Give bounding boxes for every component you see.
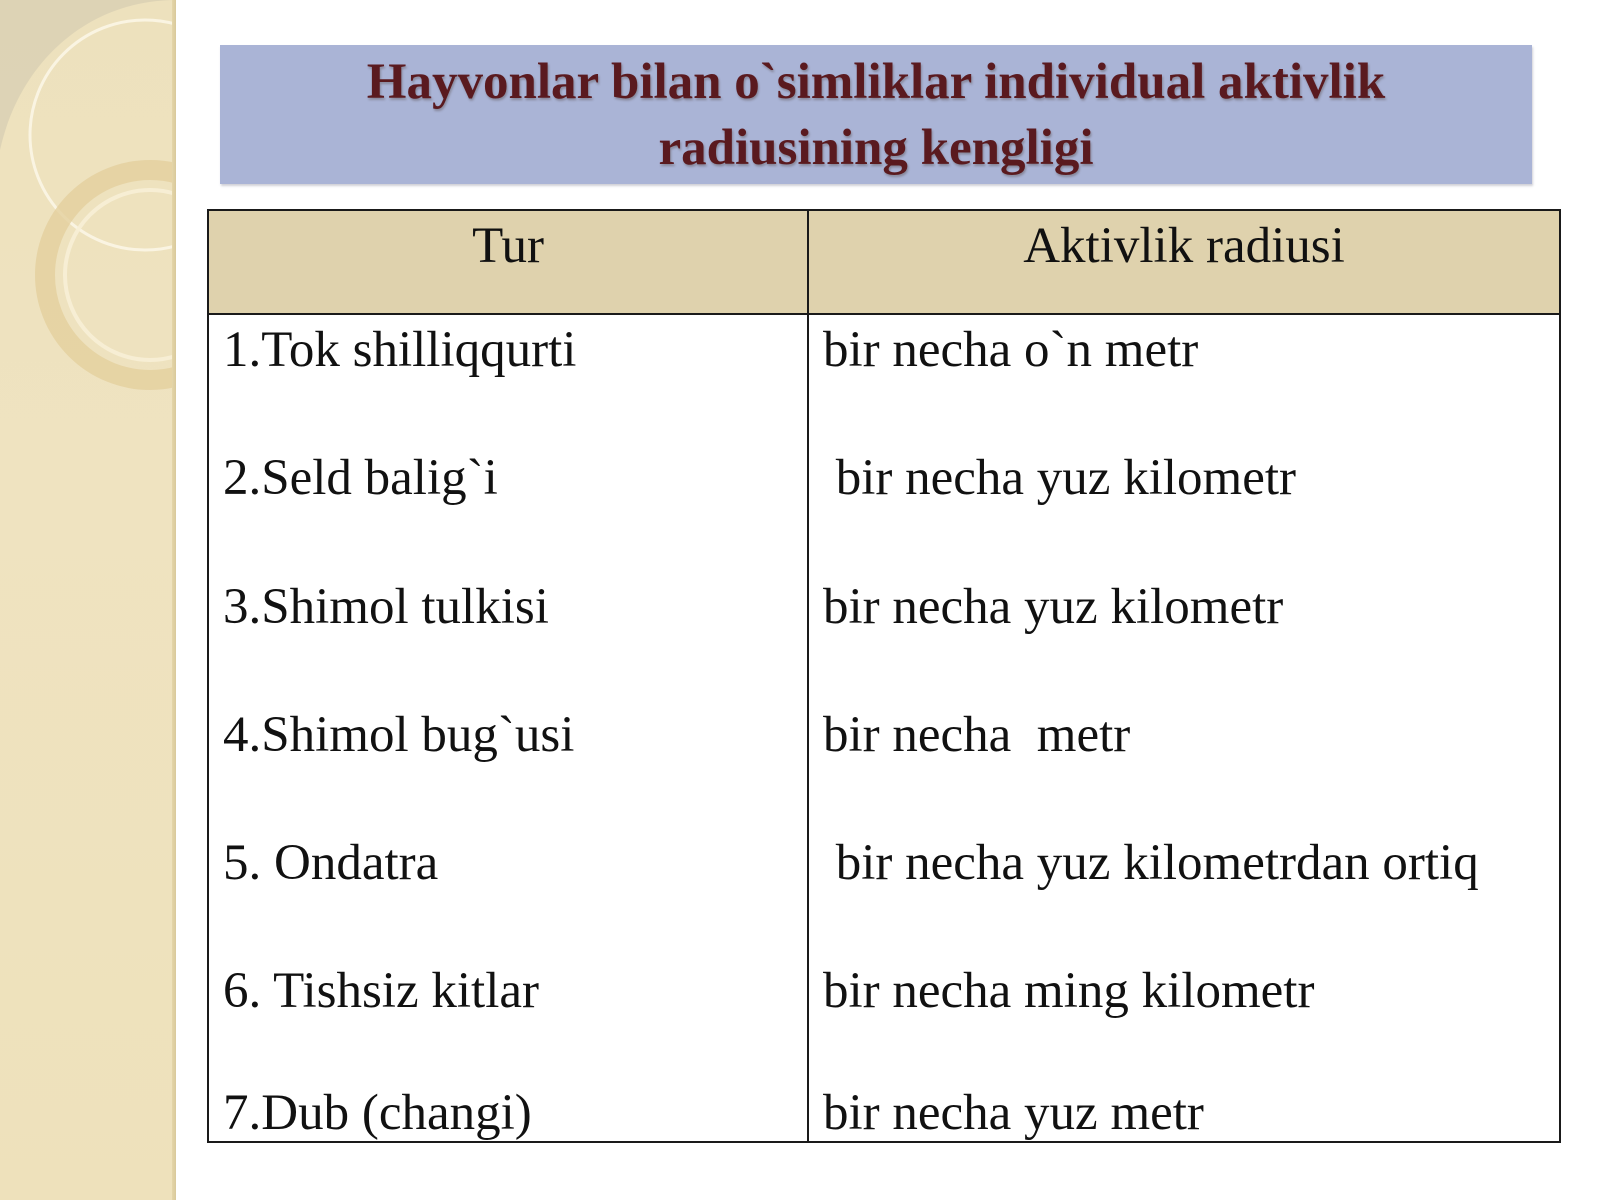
species-cell: 2.Seld balig`i <box>208 443 808 571</box>
table-header-row <box>208 210 1560 314</box>
species-cell: 7.Dub (changi) <box>208 1085 808 1142</box>
species-cell: 1.Tok shilliqqurti <box>208 314 808 443</box>
table-row <box>208 828 1560 956</box>
species-cell: 4.Shimol bug`usi <box>208 700 808 828</box>
species-cell: 6. Tishsiz kitlar <box>208 956 808 1084</box>
radius-cell: bir necha metr <box>808 700 1560 828</box>
radius-cell: bir necha o`n metr <box>808 314 1560 443</box>
radius-cell: bir necha yuz kilometrdan ortiq <box>808 828 1560 956</box>
activity-radius-table <box>207 209 1561 1143</box>
radius-cell: bir necha yuz metr <box>808 1085 1560 1142</box>
table-row <box>208 700 1560 828</box>
table-row <box>208 314 1560 443</box>
table-row <box>208 1085 1560 1142</box>
decorative-side-panel <box>0 0 176 1200</box>
title-banner <box>220 45 1532 184</box>
radius-cell: bir necha yuz kilometr <box>808 572 1560 700</box>
radius-cell: bir necha yuz kilometr <box>808 443 1560 571</box>
table-row <box>208 956 1560 1084</box>
header-species: Tur <box>208 210 808 314</box>
table-row <box>208 443 1560 571</box>
radius-cell: bir necha ming kilometr <box>808 956 1560 1084</box>
species-cell: 5. Ondatra <box>208 828 808 956</box>
species-cell: 3.Shimol tulkisi <box>208 572 808 700</box>
table-row <box>208 572 1560 700</box>
slide-title: Hayvonlar bilan o`simliklar individual aktivlik radiusining kengligi <box>366 53 1386 176</box>
decorative-rings <box>0 0 176 1200</box>
header-activity-radius: Aktivlik radiusi <box>808 210 1560 314</box>
